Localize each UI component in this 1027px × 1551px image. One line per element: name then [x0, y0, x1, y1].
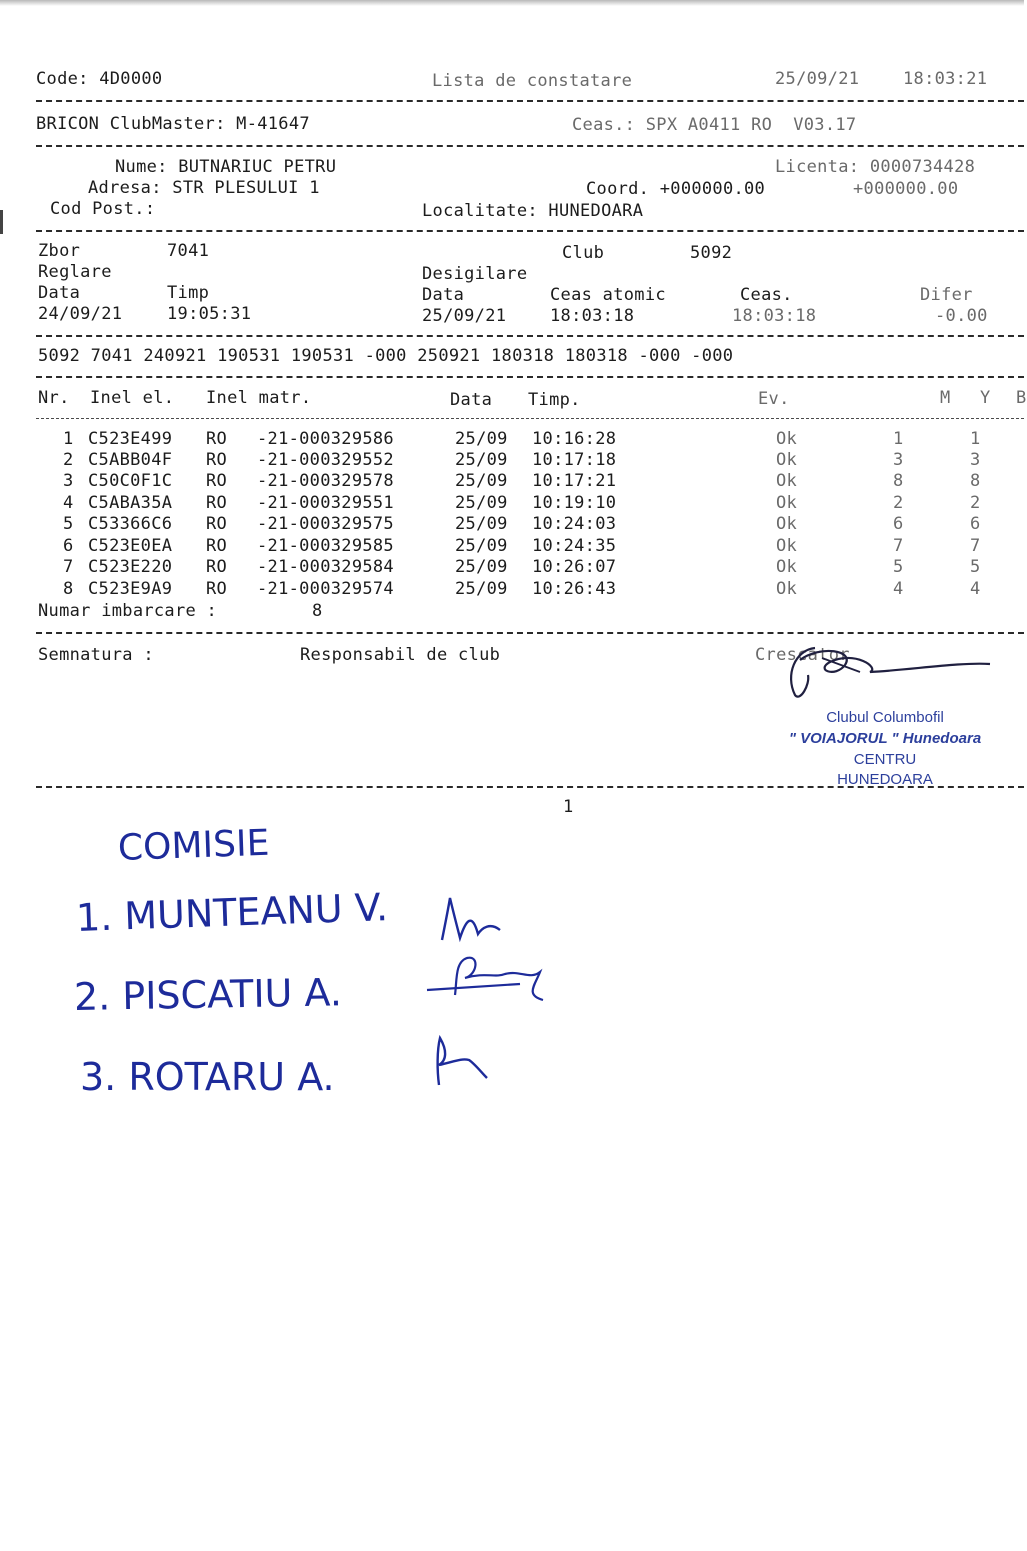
col-header-ev: Ev. [758, 389, 790, 409]
row-ring-number: -21-000329552 [257, 450, 394, 470]
owner-address: Adresa: STR PLESULUI 1 [88, 178, 320, 198]
row-ring-number: -21-000329584 [257, 557, 394, 577]
row-nr: 2 [63, 450, 74, 470]
reglare-date-label: Data [38, 283, 81, 303]
row-time: 10:17:21 [532, 471, 617, 491]
row-time: 10:19:10 [532, 493, 617, 513]
member-3-signature [425, 1030, 525, 1090]
row-y: 6 [970, 514, 981, 534]
breeder-signature [760, 630, 1000, 710]
row-electronic-ring: C50C0F1C [88, 471, 173, 491]
row-country: RO [206, 450, 228, 470]
row-country: RO [206, 557, 228, 577]
stamp-line-2: " VOIAJORUL " Hunedoara [788, 730, 982, 747]
table-row [0, 536, 1024, 557]
row-m: 5 [893, 557, 904, 577]
row-ring-number: -21-000329551 [257, 493, 394, 513]
reglare-time-label: Timp [167, 283, 210, 303]
row-country: RO [206, 493, 228, 513]
row-nr: 5 [63, 514, 74, 534]
checksum-code-line: 5092 7041 240921 190531 190531 -000 250921 180318 180318 -000 -000 [38, 346, 734, 366]
row-y: 3 [970, 450, 981, 470]
row-event: Ok [776, 493, 798, 513]
row-country: RO [206, 514, 228, 534]
print-time: 18:03:21 [903, 69, 988, 89]
row-ring-number: -21-000329574 [257, 579, 394, 599]
row-nr: 8 [63, 579, 74, 599]
clock-difference: -0.00 [935, 306, 988, 326]
reglare-label: Reglare [38, 262, 112, 282]
col-header-b: B [1016, 388, 1027, 408]
row-nr: 4 [63, 493, 74, 513]
table-row [0, 450, 1024, 471]
club-label: Club [562, 243, 605, 263]
row-event: Ok [776, 471, 798, 491]
row-m: 8 [893, 471, 904, 491]
col-header-data: Data [450, 390, 493, 410]
member-1-signature [430, 890, 560, 950]
reglare-time: 19:05:31 [167, 304, 252, 324]
row-y: 1 [970, 429, 981, 449]
locality: Localitate: HUNEDOARA [422, 201, 644, 221]
separator-line [36, 145, 1024, 147]
row-date: 25/09 [455, 450, 508, 470]
member-2-signature [425, 950, 555, 1010]
breeder-label: Crescator [755, 645, 850, 665]
row-y: 2 [970, 493, 981, 513]
row-y: 5 [970, 557, 981, 577]
row-time: 10:24:03 [532, 514, 617, 534]
table-row [0, 471, 1024, 492]
reglare-date: 24/09/21 [38, 304, 123, 324]
row-y: 8 [970, 471, 981, 491]
separator-line [36, 786, 1024, 788]
row-event: Ok [776, 429, 798, 449]
table-row [0, 514, 1024, 535]
clock-id: Ceas.: SPX A0411 RO V03.17 [572, 115, 857, 135]
row-m: 6 [893, 514, 904, 534]
license-number: Licenta: 0000734428 [775, 157, 976, 177]
row-electronic-ring: C523E9A9 [88, 579, 173, 599]
row-event: Ok [776, 536, 798, 556]
row-m: 2 [893, 493, 904, 513]
table-row [0, 429, 1024, 450]
coord-label: Coord. +000000.00 [586, 179, 766, 199]
boarding-count-value: 8 [312, 601, 323, 621]
row-nr: 7 [63, 557, 74, 577]
row-y: 4 [970, 579, 981, 599]
page-number: 1 [563, 797, 574, 817]
row-time: 10:26:43 [532, 579, 617, 599]
row-time: 10:17:18 [532, 450, 617, 470]
row-time: 10:24:35 [532, 536, 617, 556]
row-electronic-ring: C5ABA35A [88, 493, 173, 513]
postal-code: Cod Post.: [50, 199, 156, 219]
row-event: Ok [776, 514, 798, 534]
col-header-nr: Nr. [38, 388, 70, 408]
row-date: 25/09 [455, 493, 508, 513]
row-date: 25/09 [455, 557, 508, 577]
row-ring-number: -21-000329578 [257, 471, 394, 491]
commission-member-1: 1. MUNTEANU V. [75, 885, 389, 940]
col-header-inel-el: Inel el. [90, 388, 175, 408]
row-event: Ok [776, 450, 798, 470]
separator-line [36, 335, 1024, 337]
row-m: 4 [893, 579, 904, 599]
atomic-clock-label: Ceas atomic [550, 285, 666, 305]
document-title: Lista de constatare [432, 71, 633, 91]
col-header-y: Y [980, 388, 991, 408]
table-row [0, 557, 1024, 578]
row-date: 25/09 [455, 514, 508, 534]
row-y: 7 [970, 536, 981, 556]
row-electronic-ring: C523E499 [88, 429, 173, 449]
row-date: 25/09 [455, 579, 508, 599]
row-m: 7 [893, 536, 904, 556]
row-country: RO [206, 579, 228, 599]
row-nr: 6 [63, 536, 74, 556]
col-header-timp: Timp. [528, 390, 581, 410]
club-responsible-label: Responsabil de club [300, 645, 501, 665]
desigilare-label: Desigilare [422, 264, 528, 284]
row-electronic-ring: C5ABB04F [88, 450, 173, 470]
separator-line [36, 376, 1024, 378]
clock-label: Ceas. [740, 285, 793, 305]
stamp-line-1: Clubul Columbofil [826, 709, 944, 726]
flight-number: 7041 [167, 241, 210, 261]
atomic-clock-time: 18:03:18 [550, 306, 635, 326]
row-date: 25/09 [455, 536, 508, 556]
scan-left-mark [0, 210, 3, 234]
separator-line [36, 418, 1024, 419]
boarding-count-label: Numar imbarcare : [38, 601, 218, 621]
row-country: RO [206, 429, 228, 449]
clock-time: 18:03:18 [732, 306, 817, 326]
commission-member-3: 3. ROTARU A. [80, 1055, 335, 1099]
flight-label: Zbor [38, 241, 81, 261]
coord-value: +000000.00 [853, 179, 959, 199]
row-date: 25/09 [455, 429, 508, 449]
row-time: 10:16:28 [532, 429, 617, 449]
row-event: Ok [776, 579, 798, 599]
row-electronic-ring: C523E0EA [88, 536, 173, 556]
row-event: Ok [776, 557, 798, 577]
row-country: RO [206, 536, 228, 556]
stamp-line-4: HUNEDOARA [837, 771, 933, 788]
desig-date-label: Data [422, 285, 465, 305]
separator-line [36, 100, 1024, 102]
commission-member-2: 2. PISCATIU A. [73, 970, 343, 1019]
desig-date: 25/09/21 [422, 306, 507, 326]
row-electronic-ring: C53366C6 [88, 514, 173, 534]
table-row [0, 579, 1024, 600]
row-country: RO [206, 471, 228, 491]
row-nr: 1 [63, 429, 74, 449]
club-number: 5092 [690, 243, 733, 263]
code-label: Code: 4D0000 [36, 69, 163, 89]
difference-label: Difer [920, 285, 973, 305]
row-ring-number: -21-000329586 [257, 429, 394, 449]
row-m: 3 [893, 450, 904, 470]
col-header-inel-matr: Inel matr. [206, 388, 312, 408]
row-date: 25/09 [455, 471, 508, 491]
col-header-m: M [940, 388, 951, 408]
print-date: 25/09/21 [775, 69, 860, 89]
row-ring-number: -21-000329575 [257, 514, 394, 534]
row-electronic-ring: C523E220 [88, 557, 173, 577]
row-ring-number: -21-000329585 [257, 536, 394, 556]
row-m: 1 [893, 429, 904, 449]
signature-label: Semnatura : [38, 645, 154, 665]
owner-name: Nume: BUTNARIUC PETRU [115, 157, 337, 177]
scan-top-edge [0, 0, 1024, 6]
table-row [0, 493, 1024, 514]
separator-line [36, 230, 1024, 232]
clubmaster-id: BRICON ClubMaster: M-41647 [36, 114, 310, 134]
commission-title: COMISIE [117, 822, 270, 869]
row-time: 10:26:07 [532, 557, 617, 577]
stamp-line-3: CENTRU [853, 751, 917, 768]
row-nr: 3 [63, 471, 74, 491]
